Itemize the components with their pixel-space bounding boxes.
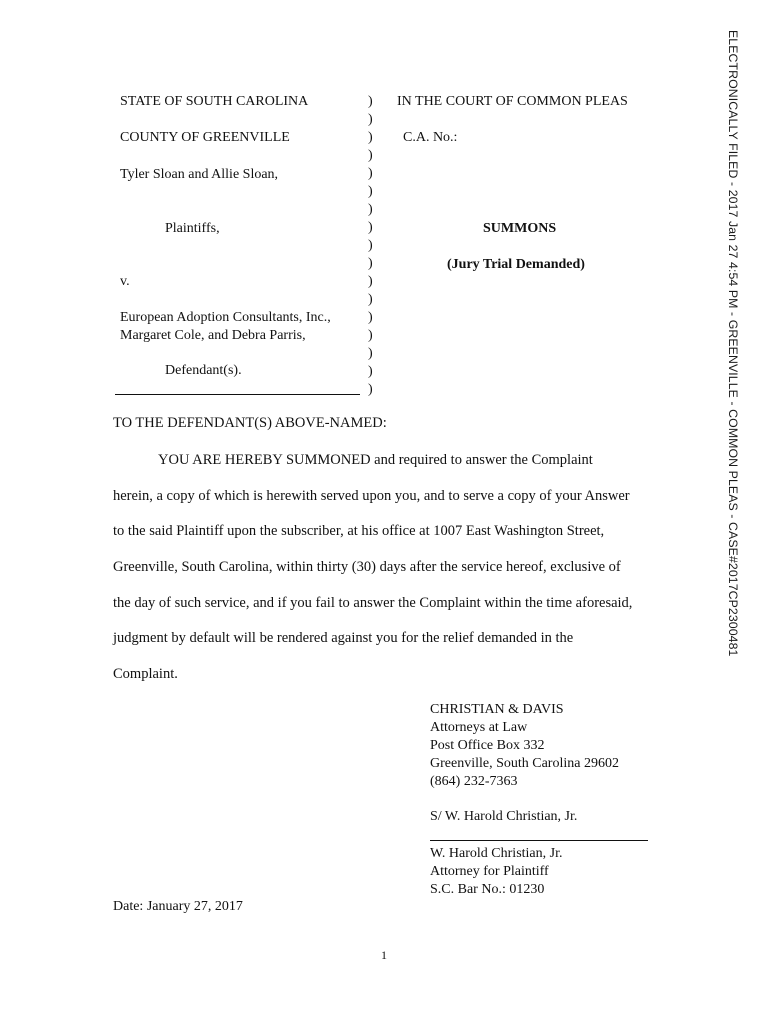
signature-role: Attorneys at Law — [430, 720, 528, 735]
signature-rule — [430, 840, 648, 841]
signature-name: W. Harold Christian, Jr. — [430, 846, 563, 861]
body-line-6: judgment by default will be rendered against you for the relief demanded in the — [113, 630, 574, 646]
efiling-stamp-text: ELECTRONICALLY FILED - 2017 Jan 27 4:54 PM - GREENVILLE - COMMON PLEAS - CASE#2017CP2300481 — [726, 30, 740, 657]
body-line-1: YOU ARE HEREBY SUMMONED and required to answer the Complaint — [158, 452, 593, 468]
caption-county: COUNTY OF GREENVILLE — [120, 130, 290, 145]
caption-underline — [115, 394, 360, 395]
page-number: 1 — [381, 948, 387, 962]
caption-paren-column: ) ) ) ) ) ) ) ) ) ) ) ) ) ) ) ) ) — [368, 94, 373, 397]
efiling-stamp — [722, 30, 742, 690]
body-line-5: the day of such service, and if you fail to answer the Complaint within the time aforesaid, — [113, 595, 633, 611]
jury-demand: (Jury Trial Demanded) — [447, 257, 585, 272]
signature-electronic: S/ W. Harold Christian, Jr. — [430, 809, 578, 824]
address-line: TO THE DEFENDANT(S) ABOVE-NAMED: — [113, 415, 387, 431]
document-title: SUMMONS — [483, 221, 557, 236]
caption-court: IN THE COURT OF COMMON PLEAS — [397, 94, 628, 109]
signature-po-box: Post Office Box 332 — [430, 738, 545, 753]
body-line-2: herein, a copy of which is herewith served upon you, and to serve a copy of your Answer — [113, 488, 630, 504]
body-line-4: Greenville, South Carolina, within thirty (30) days after the service hereof, exclusive of — [113, 559, 621, 575]
signature-bar-no: S.C. Bar No.: 01230 — [430, 882, 545, 897]
signature-city: Greenville, South Carolina 29602 — [430, 756, 619, 771]
document-date: Date: January 27, 2017 — [113, 899, 243, 914]
signature-title: Attorney for Plaintiff — [430, 864, 549, 879]
caption-case-no: C.A. No.: — [403, 130, 458, 145]
caption-plaintiffs-label: Plaintiffs, — [165, 221, 220, 236]
caption-versus: v. — [120, 274, 130, 289]
body-line-3: to the said Plaintiff upon the subscriber, at his office at 1007 East Washington Street, — [113, 523, 605, 539]
caption-defendant-line1: European Adoption Consultants, Inc., — [120, 310, 331, 325]
caption-state: STATE OF SOUTH CAROLINA — [120, 94, 309, 109]
caption-plaintiff-names: Tyler Sloan and Allie Sloan, — [120, 167, 279, 182]
body-line-7: Complaint. — [113, 666, 178, 682]
caption-defendants-label: Defendant(s). — [165, 363, 242, 378]
signature-phone: (864) 232-7363 — [430, 774, 518, 789]
signature-firm: CHRISTIAN & DAVIS — [430, 702, 564, 717]
caption-defendant-line2: Margaret Cole, and Debra Parris, — [120, 328, 306, 343]
